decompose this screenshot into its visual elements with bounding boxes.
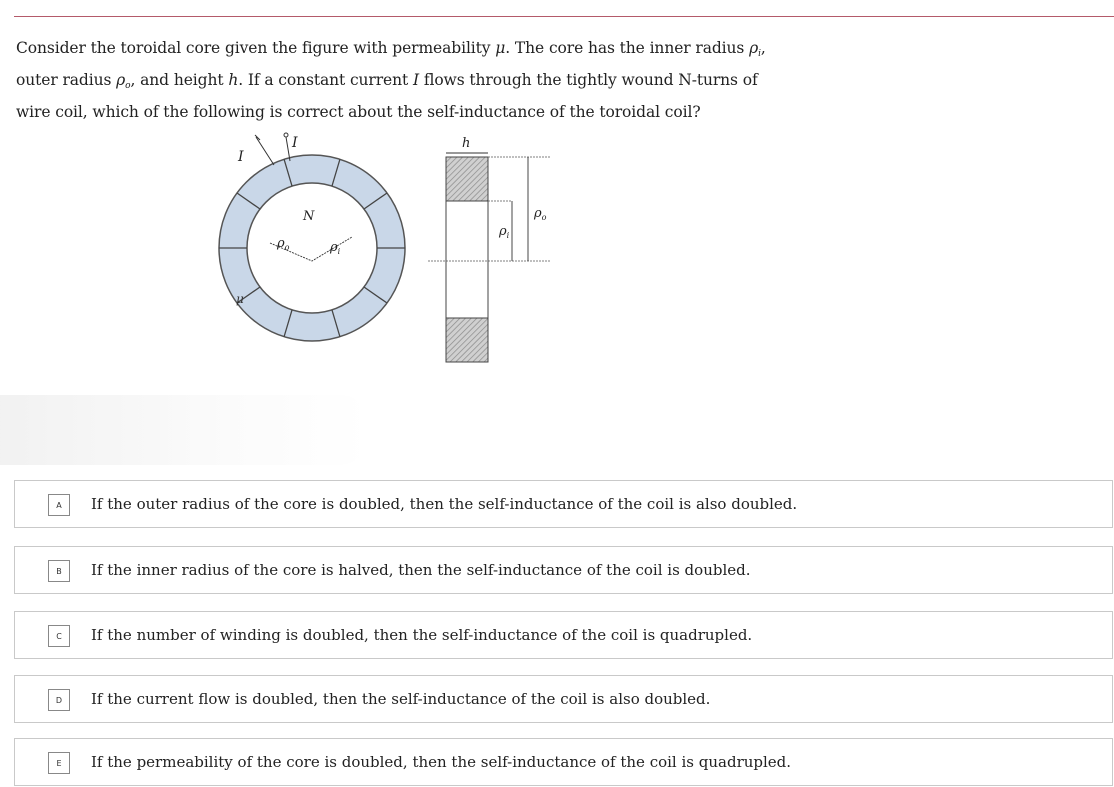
cs-rho-i-label: $\rho_i$ <box>499 224 510 240</box>
option-text-d: If the current flow is doubled, then the self-inductance of the coil is also doubled. <box>91 690 711 708</box>
current-label-2: I <box>292 135 298 151</box>
option-letter-c: C <box>48 625 70 647</box>
option-text-b: If the inner radius of the core is halved, then the self-inductance of the coil is doubled. <box>91 561 751 579</box>
answer-option-a[interactable] <box>14 480 1113 528</box>
option-letter-e: E <box>48 752 70 774</box>
answer-option-b[interactable] <box>14 546 1113 594</box>
image-artifact <box>0 395 370 465</box>
option-text-c: If the number of winding is doubled, then the self-inductance of the coil is quadrupled. <box>91 626 753 644</box>
rho-o-label: $\rho_o$ <box>277 236 290 252</box>
mu-label: μ <box>236 292 244 306</box>
top-divider <box>14 16 1114 17</box>
option-text-e: If the permeability of the core is doubled, then the self-inductance of the coil is quadrupled. <box>91 753 792 771</box>
answer-option-c[interactable] <box>14 611 1113 659</box>
height-label: h <box>462 136 471 151</box>
option-text-a: If the outer radius of the core is doubled, then the self-inductance of the coil is also doubled. <box>91 495 798 513</box>
cs-rho-o-label: $\rho_o$ <box>534 206 547 222</box>
toroid-core <box>219 155 405 341</box>
option-letter-a: A <box>48 494 70 516</box>
answer-option-d[interactable] <box>14 675 1113 723</box>
toroid-figure <box>200 125 580 375</box>
rho-i-label: $\rho_i$ <box>330 240 341 256</box>
option-letter-d: D <box>48 689 70 711</box>
option-letter-b: B <box>48 560 70 582</box>
cross-section <box>428 153 550 362</box>
turns-label: N <box>303 209 315 224</box>
answer-option-e[interactable] <box>14 738 1113 786</box>
question-text: Consider the toroidal core given the figure with permeability μ. The core has the inner radius $\rho_i$, outer radius $\rho_o$, and height h. If a constant current I flows through the tightly wound N-turns of wire coil, which of the following is correct about the self-inductance of the toroidal coil? <box>16 39 766 121</box>
current-label-1: I <box>238 149 244 165</box>
